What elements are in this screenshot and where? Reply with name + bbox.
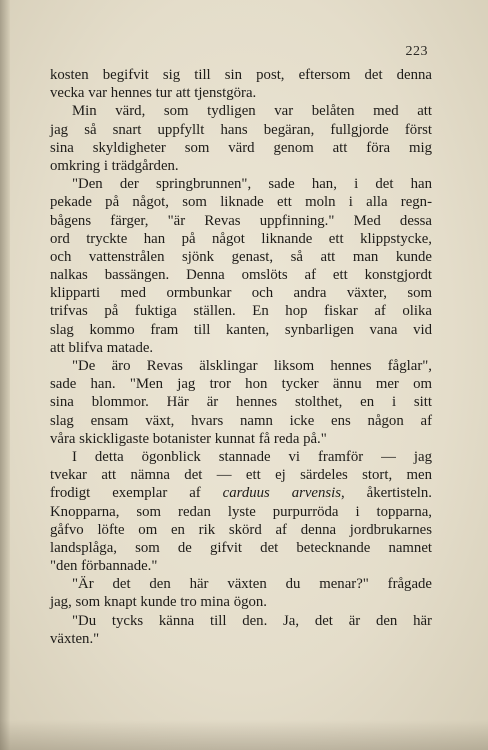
text-line: våra skickligaste botanister kunnat få reda på." (50, 430, 327, 447)
text-line: frodigt exemplar af carduus arvensis, åkertisteln. (50, 485, 432, 502)
text-line: "Den der springbrunnen", sade han, i det han (72, 176, 432, 193)
text-line: kosten begifvit sig till sin post, eftersom det denna (50, 67, 432, 83)
text-line: jag, som knapt kunde tro mina ögon. (50, 594, 267, 611)
text-line: nalkas bassängen. Denna omslöts af ett konstgjordt (50, 267, 432, 284)
text-line: sina skyldigheter som värd genom att föra mig (50, 139, 432, 156)
text-line: "De äro Revas älsklingar liksom hennes fåglar", (72, 358, 432, 374)
latin-plant-name: carduus arvensis (222, 485, 342, 502)
text-line: klipparti med ormbunkar och andra växter, som (50, 285, 432, 302)
text-line: slag ensam växt, hvars namn icke ens någon af (50, 412, 432, 429)
text-line: slag kommo fram till kanten, synbarligen vana vid (50, 321, 432, 338)
text-line: "Är det den här växten du menar?" frågade (72, 576, 432, 593)
text-line: växten." (50, 630, 100, 647)
text-line: jag så snart uppfyllt hans begäran, fullgjorde först (50, 121, 432, 138)
text-line: och vattenstrålen sjönk genast, så att man kunde (50, 248, 432, 265)
text-line: I detta ögonblick stannade vi framför — jag (72, 448, 432, 465)
text-line: sina blommor. Här är hennes stolthet, en i sitt (50, 394, 432, 411)
text-line: trifvas på fuktiga ställen. En hop fiskar af olika (50, 303, 432, 320)
text-line: Knopparna, som redan lyste purpurröda i topparna, (50, 503, 432, 520)
page-binding-shadow (0, 0, 10, 750)
text-line: omkring i trädgården. (50, 157, 179, 174)
text-line: sade han. "Men jag tror hon tycker ännu mer om (50, 376, 432, 393)
text-line: att blifva matade. (50, 339, 154, 356)
text-line: bågens färger, "är Revas uppfinning." Med dessa (50, 212, 432, 229)
text-line: ord tryckte han på något liknande ett klippstycke, (50, 230, 432, 247)
text-line: gåfvo löfte om en rik skörd af denna jordbrukarnes (50, 521, 432, 538)
page-number: 223 (405, 44, 428, 59)
text-line: pekade på något, som liknade ett moln i alla regn- (50, 194, 432, 211)
text-line: vecka var hennes tur att tjenstgöra. (50, 85, 257, 102)
body-text (50, 66, 432, 648)
text-line: "Du tycks känna till den. Ja, det är den här (72, 612, 432, 629)
text-line: tvekar att nämna det — ett ej särdeles stort, men (50, 467, 432, 484)
text-line: landsplåga, som de gifvit det betecknande namnet (50, 539, 432, 556)
page-bottom-shadow (0, 720, 488, 750)
text-line: Min värd, som tydligen var belåten med att (72, 103, 432, 120)
text-line: "den förbannade." (50, 558, 158, 575)
